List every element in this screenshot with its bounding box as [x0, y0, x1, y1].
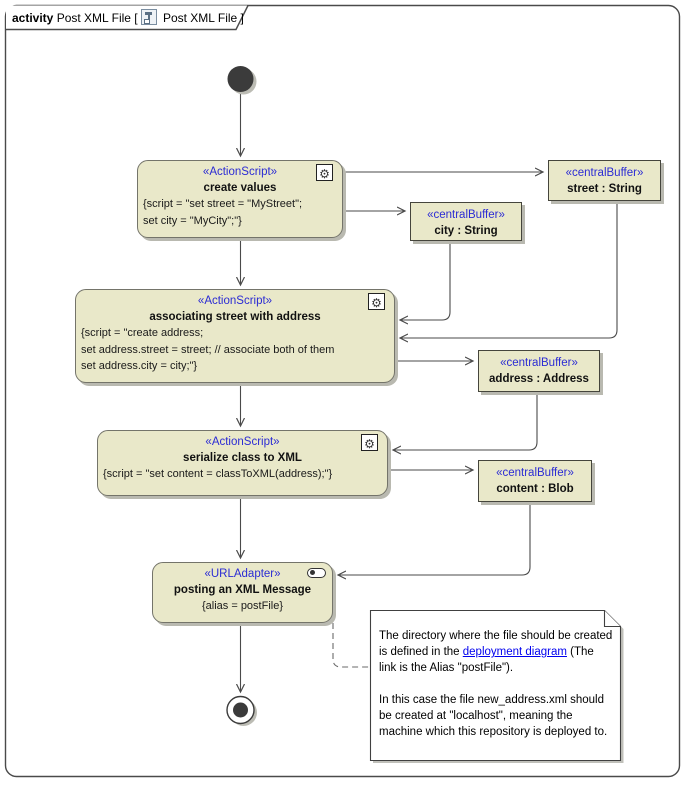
frame-diagram-name: Post XML File [56, 11, 135, 25]
script-line: {script = "set content = classToXML(address);"} [103, 468, 333, 480]
final-node-core [233, 703, 248, 718]
action-name: posting an XML Message [173, 584, 312, 596]
buffer-name: content : Blob [496, 483, 574, 495]
gear-icon: ⚙ [361, 434, 378, 451]
buffer-city[interactable] [410, 202, 522, 241]
gear-icon: ⚙ [368, 293, 385, 310]
script-line: {script = "create address; [81, 327, 204, 339]
initial-node[interactable] [228, 66, 254, 92]
buffer-content[interactable] [478, 460, 592, 502]
adapter-capsule-icon [307, 568, 326, 578]
gear-icon: ⚙ [316, 164, 333, 181]
activity-diagram-icon [141, 9, 157, 25]
action-associating-street-with-address[interactable] [75, 289, 395, 383]
script-line: set address.street = street; // associate both of them [81, 343, 335, 356]
script-line: set address.city = city;"} [81, 360, 198, 372]
action-name: serialize class to XML [183, 452, 302, 464]
buffer-name: address : Address [489, 373, 589, 385]
note-paragraph-2: In this case the file new_address.xml should be created at "localhost", meaning the machine which this repository is deployed to. [379, 694, 608, 738]
deployment-diagram-link[interactable]: deployment diagram [462, 646, 567, 658]
frame-open-bracket: [ [134, 11, 138, 25]
stereotype-label: «ActionScript» [205, 436, 280, 448]
frame-close-bracket: ] [240, 11, 244, 25]
script-line: {script = "set street = "MyStreet"; [143, 198, 303, 210]
action-create-values[interactable] [137, 160, 343, 238]
frame-header [12, 9, 244, 25]
stereotype-label: «centralBuffer» [427, 209, 505, 221]
frame-keyword: activity [12, 11, 54, 25]
action-posting-an-xml-message[interactable] [152, 562, 333, 623]
alias-line: {alias = postFile} [201, 600, 284, 612]
buffer-name: street : String [567, 183, 642, 195]
note-text-after-link: (The link is the Alias "postFile"). [379, 646, 594, 674]
stereotype-label: «centralBuffer» [496, 467, 574, 479]
stereotype-label: «centralBuffer» [500, 357, 578, 369]
script-line: set city = "MyCity";"} [143, 214, 242, 227]
buffer-name: city : String [434, 225, 498, 237]
action-serialize-class-to-xml[interactable] [97, 430, 388, 496]
note-paragraph-1 [379, 628, 613, 676]
frame-bracket-name: Post XML File [159, 11, 241, 25]
action-name: associating street with address [149, 311, 321, 323]
note-text [379, 628, 613, 740]
action-name: create values [203, 182, 277, 194]
note-text-before-link: The directory where the file should be created is defined in the [379, 630, 613, 658]
stereotype-label: «centralBuffer» [565, 167, 644, 179]
buffer-address[interactable] [478, 350, 600, 392]
buffer-street[interactable] [548, 160, 661, 201]
stereotype-label: «ActionScript» [202, 166, 278, 178]
stereotype-label: «URLAdapter» [204, 568, 281, 580]
stereotype-label: «ActionScript» [197, 295, 273, 307]
